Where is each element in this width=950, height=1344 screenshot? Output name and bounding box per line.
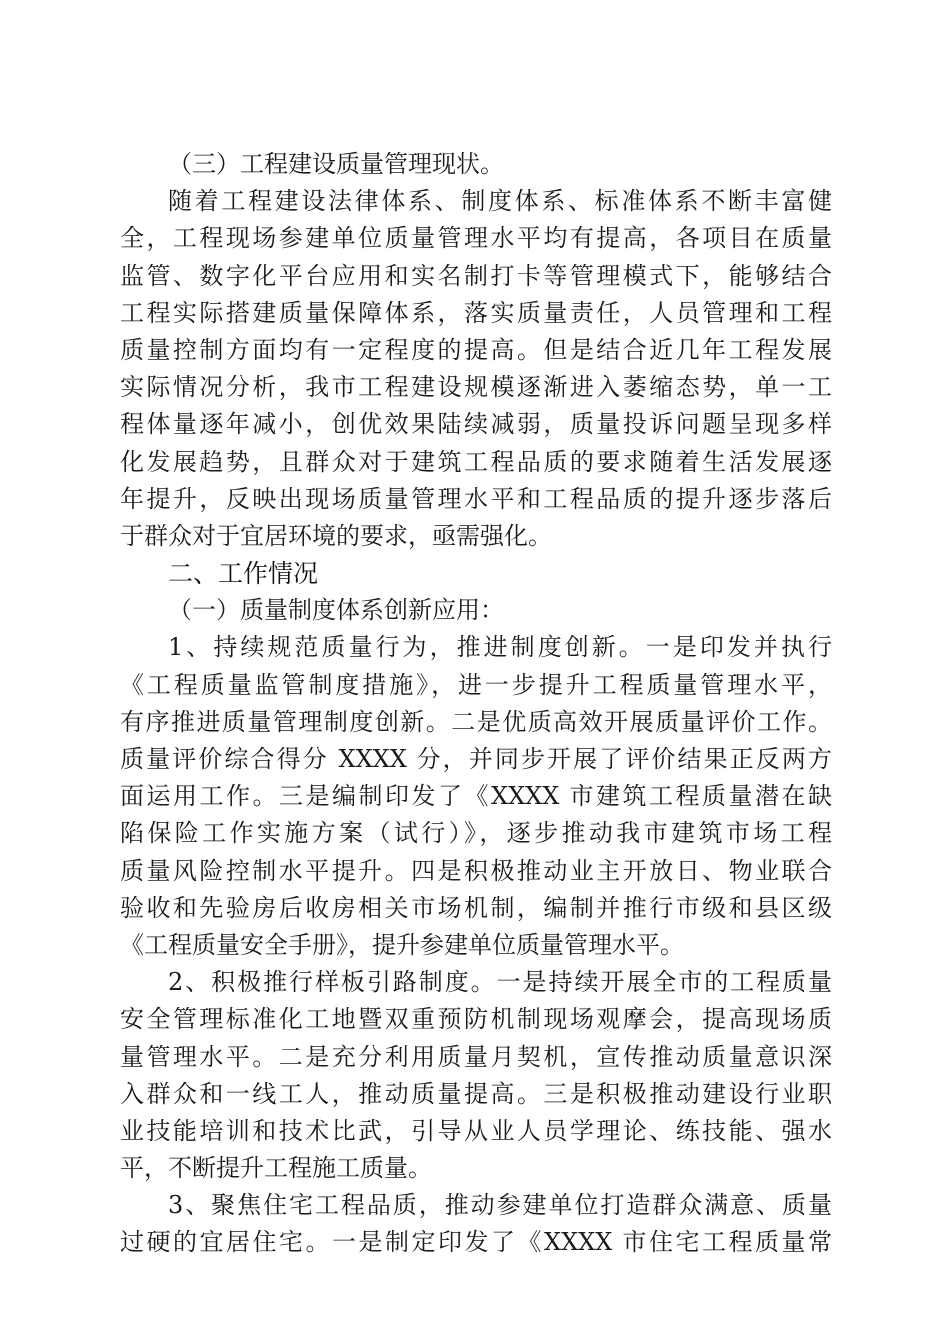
text-line: 入群众和一线工人，推动质量提高。三是积极推动建设行业职 — [120, 1079, 832, 1108]
text-line: 1、持续规范质量行为，推进制度创新。一是印发并执行 — [168, 633, 832, 662]
text-line: 《工程质量监管制度措施》，进一步提升工程质量管理水平， — [120, 670, 832, 699]
text-line: 业技能培训和技术比武，引导从业人员学理论、练技能、强水 — [120, 1116, 832, 1145]
text-line: 工程实际搭建质量保障体系，落实质量责任，人员管理和工程 — [120, 298, 832, 327]
text-line: 面运用工作。三是编制印发了《XXXX 市建筑工程质量潜在缺 — [120, 782, 832, 811]
text-line: 监管、数字化平台应用和实名制打卡等管理模式下，能够结合 — [120, 261, 832, 290]
text-line: 量管理水平。二是充分利用质量月契机，宣传推动质量意识深 — [120, 1042, 832, 1071]
text-line: 程体量逐年减小，创优效果陆续减弱，质量投诉问题呈现多样 — [120, 410, 832, 439]
text-line: 《工程质量安全手册》，提升参建单位质量管理水平。 — [120, 930, 684, 959]
text-line: 验收和先验房后收房相关市场机制，编制并推行市级和县区级 — [120, 893, 832, 922]
text-line: 2、积极推行样板引路制度。一是持续开展全市的工程质量 — [168, 968, 832, 997]
subsection-heading: （三）工程建设质量管理现状。 — [168, 150, 504, 178]
text-line: 有序推进质量管理制度创新。二是优质高效开展质量评价工作。 — [120, 707, 832, 736]
text-line: 质量风险控制水平提升。四是积极推动业主开放日、物业联合 — [120, 856, 832, 885]
text-line: 陷保险工作实施方案（试行）》，逐步推动我市建筑市场工程 — [120, 819, 832, 848]
text-line: 质量评价综合得分 XXXX 分，并同步开展了评价结果正反两方 — [120, 745, 832, 773]
text-line: 全，工程现场参建单位质量管理水平均有提高，各项目在质量 — [120, 224, 832, 253]
text-line: 于群众对于宜居环境的要求，亟需强化。 — [120, 521, 552, 550]
text-line: 实际情况分析，我市工程建设规模逐渐进入萎缩态势，单一工 — [120, 373, 832, 402]
text-line: 化发展趋势，且群众对于建筑工程品质的要求随着生活发展逐 — [120, 447, 832, 476]
subsection-heading: （一）质量制度体系创新应用： — [168, 596, 504, 625]
text-line: 3、聚焦住宅工程品质，推动参建单位打造群众满意、质量 — [168, 1191, 832, 1220]
text-line: 安全管理标准化工地暨双重预防机制现场观摩会，提高现场质 — [120, 1005, 832, 1034]
text-line: 平，不断提升工程施工质量。 — [120, 1154, 432, 1183]
text-line: 年提升，反映出现场质量管理水平和工程品质的提升逐步落后 — [120, 484, 832, 513]
text-line: 质量控制方面均有一定程度的提高。但是结合近几年工程发展 — [120, 335, 832, 364]
text-line: 随着工程建设法律体系、制度体系、标准体系不断丰富健 — [168, 187, 832, 216]
section-heading: 二、工作情况 — [168, 559, 319, 589]
text-line: 过硬的宜居住宅。一是制定印发了《XXXX 市住宅工程质量常 — [120, 1228, 832, 1257]
document-body — [120, 146, 832, 1262]
